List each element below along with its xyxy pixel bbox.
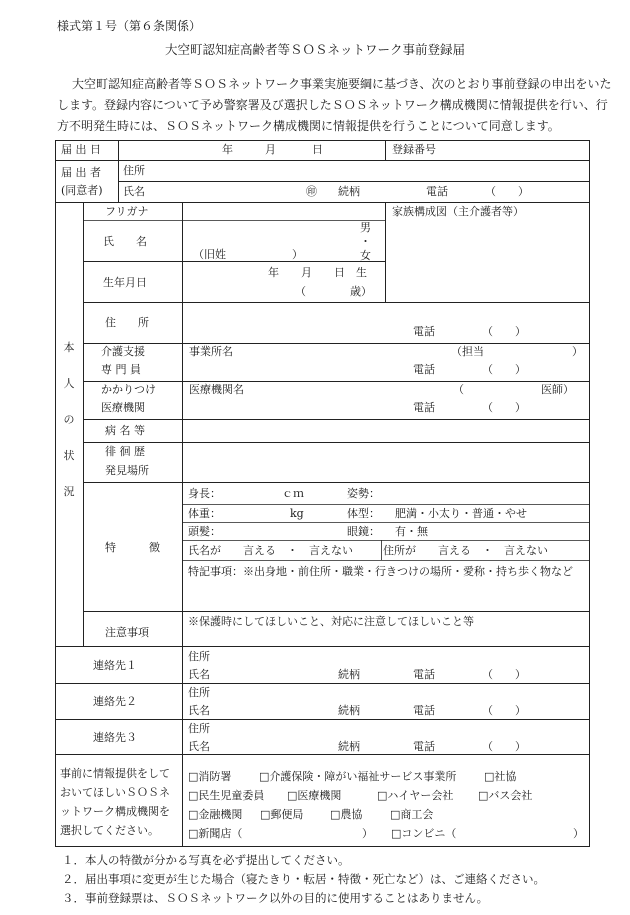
- contact-1-address-label: 住所: [188, 650, 210, 663]
- form-number: 様式第１号（第６条関係）: [57, 19, 202, 33]
- care-manager-label-2: 専 門 員: [101, 363, 141, 376]
- date-label: 届 出 日: [61, 143, 101, 156]
- date-year-label: 年: [222, 143, 233, 156]
- agencies-label-line: 事前に情報提供をして: [60, 767, 170, 780]
- can-say-address: 住所が 言える ・ 言えない: [383, 544, 548, 557]
- checkbox-post-office[interactable]: □郵便局: [260, 808, 304, 821]
- intro-line-2: します。登録内容について予め警察署及び選択したＳＯＳネットワーク構成機関に情報提供を行い、行: [57, 98, 608, 112]
- body-type-label: 体型：: [347, 507, 380, 520]
- intro-line-3: 方不明発生時には、ＳＯＳネットワーク構成機関に情報提供を行うことについて同意します。: [57, 119, 560, 133]
- features-label: 特 徴: [105, 541, 160, 554]
- contact-2-phone-label: 電話: [413, 704, 435, 717]
- height-label: 身長：: [188, 487, 221, 500]
- agencies-label-line: ットワーク構成機関を: [60, 805, 170, 818]
- checkbox-commerce-society[interactable]: □商工会: [390, 808, 434, 821]
- care-office-label: 事業所名: [189, 345, 233, 358]
- care-manager-label-1: 介護支援: [101, 345, 145, 358]
- checkbox-care-welfare-provider[interactable]: □介護保険・障がい福祉サービス事業所: [259, 770, 457, 783]
- caution-label: 注意事項: [105, 626, 149, 639]
- glasses-options: 有・無: [395, 525, 428, 538]
- clinic-phone-paren: （ ）: [482, 401, 526, 414]
- contact-2-relation-label: 続柄: [338, 704, 360, 717]
- can-say-name: 氏名が 言える ・ 言えない: [188, 544, 353, 557]
- person-phone-label: 電話: [413, 325, 435, 338]
- furigana-label: フリガナ: [105, 205, 149, 218]
- contact-3-phone-paren: （ ）: [482, 740, 526, 753]
- date-day-label: 日: [312, 143, 323, 156]
- applicant-consent-label: (同意者): [61, 184, 103, 197]
- applicant-name-label: 氏名: [123, 185, 145, 198]
- maiden-name-label: （旧姓 ）: [193, 248, 303, 261]
- contact-2-label: 連絡先２: [93, 695, 137, 708]
- checkbox-taxi-company[interactable]: □ハイヤー会社: [377, 789, 454, 802]
- checkbox-social-welfare-council[interactable]: □社協: [484, 770, 517, 783]
- agencies-label-line: おいてほしいＳＯＳネ: [60, 786, 170, 799]
- page-title: 大空町認知症高齢者等ＳＯＳネットワーク事前登録届: [164, 42, 465, 57]
- agencies-label-line: 選択してください。: [60, 824, 159, 837]
- checkbox-medical-institution[interactable]: □医療機関: [287, 789, 342, 802]
- intro-line-1: 大空町認知症高齢者等ＳＯＳネットワーク事業実施要綱に基づき、次のとおり事前登録の申出をいた: [72, 77, 612, 91]
- contact-2-address-label: 住所: [188, 686, 210, 699]
- note-photo: １．本人の特徴が分かる写真を必ず提出してください。: [62, 853, 350, 867]
- side-label-char: 状: [63, 449, 75, 462]
- contact-1-phone-paren: （ ）: [482, 668, 526, 681]
- registration-form-table: [55, 140, 590, 847]
- note-purpose: ３．事前登録票は、ＳＯＳネットワーク以外の目的に使用することはありません。: [62, 891, 489, 905]
- care-phone-label: 電話: [413, 363, 435, 376]
- applicant-phone-paren: （ ）: [485, 185, 529, 198]
- care-contact-label: （担当 ）: [451, 345, 583, 358]
- clinic-label-1: かかりつけ: [101, 383, 156, 396]
- checkbox-newspaper-shop[interactable]: □新聞店（: [188, 827, 243, 840]
- contact-1-label: 連絡先１: [93, 659, 137, 672]
- clinic-phone-label: 電話: [413, 401, 435, 414]
- birth-date-line: 年 月 日 生: [268, 266, 367, 279]
- weight-label: 体重：: [188, 507, 221, 520]
- found-place-label: 発見場所: [105, 464, 149, 477]
- weight-unit: kg: [290, 507, 304, 520]
- contact-1-name-label: 氏名: [188, 668, 210, 681]
- glasses-label: 眼鏡：: [347, 525, 380, 538]
- gender-female: 女: [360, 249, 371, 262]
- contact-3-address-label: 住所: [188, 722, 210, 735]
- contact-2-name-label: 氏名: [188, 704, 210, 717]
- note-changes: ２．届出事項に変更が生じた場合（寝たきり・転居・特徴・死亡など）は、ご連絡ください。: [62, 872, 545, 886]
- wander-history-label: 徘 徊 歴: [105, 445, 145, 458]
- side-label-char: 人: [63, 377, 75, 390]
- name-label: 氏 名: [103, 235, 147, 248]
- person-phone-paren: （ ）: [482, 325, 526, 338]
- person-address-label: 住 所: [105, 316, 149, 329]
- checkbox-bus-company[interactable]: □バス会社: [478, 789, 533, 802]
- applicant-address-label: 住所: [123, 164, 145, 177]
- gender-separator: ・: [360, 235, 371, 248]
- contact-3-phone-label: 電話: [413, 740, 435, 753]
- side-label-char: 本: [63, 341, 75, 354]
- date-month-label: 月: [265, 143, 276, 156]
- clinic-name-label: 医療機関名: [189, 383, 244, 396]
- caution-text: ※保護時にしてほしいこと、対応に注意してほしいこと等: [188, 615, 474, 628]
- gender-male: 男: [360, 221, 371, 234]
- contact-1-relation-label: 続柄: [338, 668, 360, 681]
- contact-3-relation-label: 続柄: [338, 740, 360, 753]
- registration-number-label: 登録番号: [392, 143, 436, 156]
- body-type-options: 肥満・小太り・普通・やせ: [395, 507, 527, 520]
- applicant-relation-label: 続柄: [338, 185, 360, 198]
- care-phone-paren: （ ）: [482, 363, 526, 376]
- clinic-label-2: 医療機関: [101, 401, 145, 414]
- side-label-char: 況: [63, 485, 75, 498]
- checkbox-convenience-store[interactable]: □コンビニ（: [391, 827, 457, 840]
- side-label-char: の: [63, 413, 75, 426]
- checkbox-agri-coop[interactable]: □農協: [330, 808, 363, 821]
- applicant-phone-label: 電話: [426, 185, 448, 198]
- disease-label: 病 名 等: [105, 424, 145, 437]
- contact-3-name-label: 氏名: [188, 740, 210, 753]
- applicant-label: 届 出 者: [61, 166, 101, 179]
- special-notes-label: 特記事項：※出身地・前住所・職業・行きつけの場所・愛称・持ち歩く物など: [188, 565, 573, 578]
- seal-mark: ㊞: [306, 185, 317, 198]
- contact-1-phone-label: 電話: [413, 668, 435, 681]
- family-structure-label: 家族構成図（主介護者等）: [392, 205, 524, 218]
- checkbox-financial-institution[interactable]: □金融機関: [188, 808, 243, 821]
- height-unit: ｃｍ: [282, 487, 304, 500]
- convenience-store-close-paren: ）: [573, 827, 584, 840]
- birth-date-label: 生年月日: [103, 276, 147, 289]
- newspaper-shop-close-paren: ）: [362, 827, 373, 840]
- doctor-label: （ 医師）: [453, 383, 574, 396]
- posture-label: 姿勢：: [347, 487, 380, 500]
- age-line: （ 歳）: [295, 285, 372, 298]
- checkbox-welfare-commissioner[interactable]: □民生児童委員: [188, 789, 265, 802]
- hair-label: 頭髪：: [188, 525, 221, 538]
- contact-3-label: 連絡先３: [93, 731, 137, 744]
- checkbox-fire-station[interactable]: □消防署: [188, 770, 232, 783]
- contact-2-phone-paren: （ ）: [482, 704, 526, 717]
